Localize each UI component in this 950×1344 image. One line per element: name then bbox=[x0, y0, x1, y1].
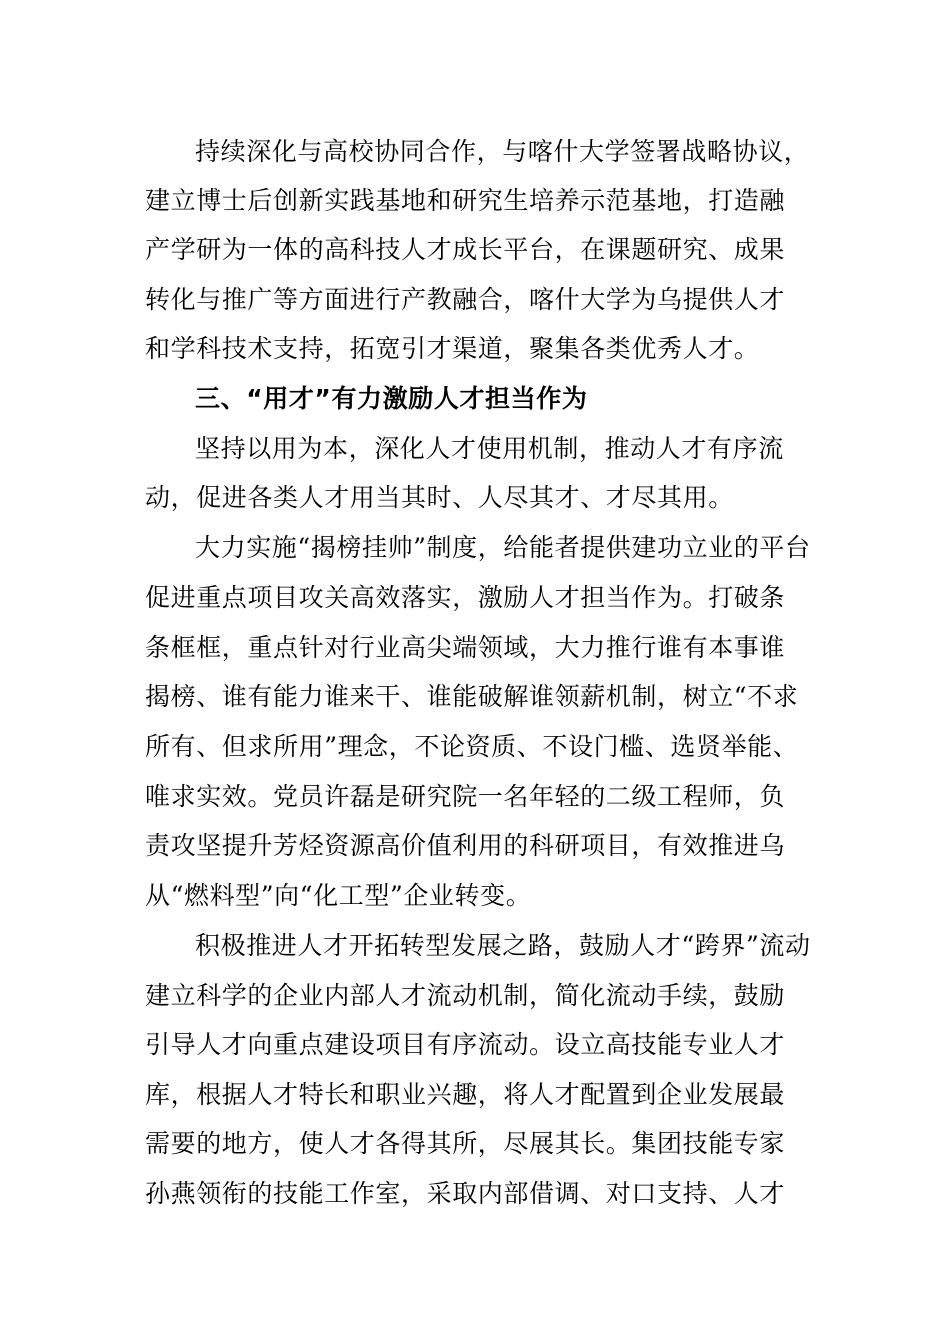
paragraph-4-line-6: 孙燕领衔的技能工作室，采取内部借调、对口支持、人才 bbox=[145, 1179, 786, 1208]
paragraph-1-line-3: 产学研为一体的高科技人才成长平台，在课题研究、成果 bbox=[145, 235, 786, 264]
paragraph-4-line-2: 建立科学的企业内部人才流动机制，简化流动手续，鼓励 bbox=[145, 981, 786, 1010]
paragraph-1-line-2: 建立博士后创新实践基地和研究生培养示范基地，打造融 bbox=[145, 186, 786, 215]
paragraph-2-line-1: 坚持以用为本，深化人才使用机制，推动人才有序流 bbox=[195, 434, 784, 463]
paragraph-3-line-5: 所有、但求所用”理念，不论资质、不设门槛、选贤举能、 bbox=[145, 732, 799, 761]
section-heading: 三、“用才”有力激励人才担当作为 bbox=[195, 384, 588, 413]
paragraph-3-line-8: 从“燃料型”向“化工型”企业转变。 bbox=[145, 881, 532, 910]
paragraph-4-line-1: 积极推进人才开拓转型发展之路，鼓励人才“跨界”流动 bbox=[195, 931, 811, 960]
paragraph-1-line-4: 转化与推广等方面进行产教融合，喀什大学为乌提供人才 bbox=[145, 285, 786, 314]
paragraph-3-line-1: 大力实施“揭榜挂帅”制度，给能者提供建功立业的平台 bbox=[195, 533, 811, 562]
paragraph-4-line-5: 需要的地方，使人才各得其所，尽展其长。集团技能专家 bbox=[145, 1129, 786, 1158]
paragraph-4-line-4: 库，根据人才特长和职业兴趣，将人才配置到企业发展最 bbox=[145, 1080, 786, 1109]
paragraph-3-line-4: 揭榜、谁有能力谁来干、谁能破解谁领薪机制，树立“不求 bbox=[145, 682, 799, 711]
paragraph-3-line-3: 条框框，重点针对行业高尖端领域，大力推行谁有本事谁 bbox=[145, 633, 786, 662]
paragraph-3-line-2: 促进重点项目攻关高效落实，激励人才担当作为。打破条 bbox=[145, 583, 786, 612]
paragraph-1-line-5: 和学科技术支持，拓宽引才渠道，聚集各类优秀人才。 bbox=[145, 334, 760, 363]
paragraph-4-line-3: 引导人才向重点建设项目有序流动。设立高技能专业人才 bbox=[145, 1030, 786, 1059]
paragraph-3-line-7: 责攻坚提升芳烃资源高价值利用的科研项目，有效推进乌 bbox=[145, 831, 786, 860]
paragraph-1-line-1: 持续深化与高校协同合作，与喀什大学签署战略协议， bbox=[195, 137, 810, 166]
paragraph-3-line-6: 唯求实效。党员许磊是研究院一名年轻的二级工程师，负 bbox=[145, 782, 786, 811]
paragraph-2-line-2: 动，促进各类人才用当其时、人尽其才、才尽其用。 bbox=[145, 483, 734, 512]
